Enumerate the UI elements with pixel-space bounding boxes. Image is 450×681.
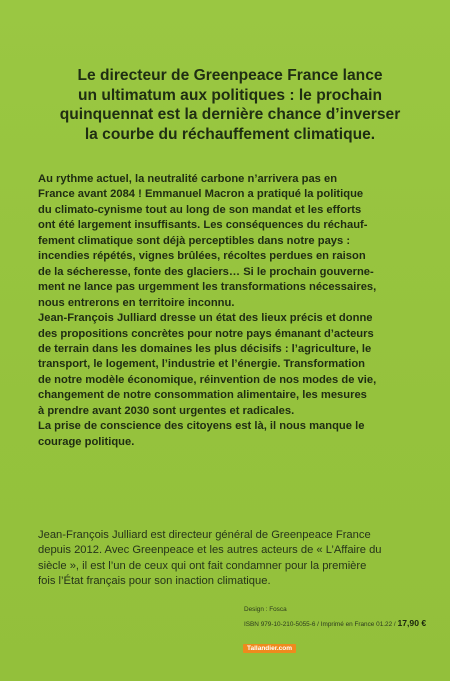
headline — [50, 66, 410, 144]
blurb-line: ment ne lance pas urgemment les transformations nécessaires, — [38, 281, 377, 294]
blurb-line: de la sécheresse, fonte des glaciers… Si le prochain gouverne- — [38, 265, 374, 278]
blurb-line: transport, le logement, l’industrie et l’énergie. Transformation — [38, 358, 365, 371]
blurb-line: des propositions concrètes pour notre pays émanant d’acteurs — [38, 327, 374, 340]
blurb-text — [38, 172, 413, 450]
blurb-line: Jean-François Julliard dresse un état des lieux précis et donne — [38, 312, 373, 325]
blurb-line: ont été largement insuffisants. Les conséquences du réchauf- — [38, 219, 368, 232]
headline-line: la courbe du réchauffement climatique. — [84, 125, 376, 143]
blurb-line: incendies répétés, vignes brûlées, récoltes perdues en raison — [38, 250, 366, 263]
isbn-line — [244, 618, 426, 628]
blurb-line: changement de notre consommation alimentaire, les mesures — [38, 389, 367, 402]
author-bio-line: siècle », il est l’un de ceux qui ont fait condamner pour la première — [38, 559, 367, 572]
author-bio-line: depuis 2012. Avec Greenpeace et les autres acteurs de « L’Affaire du — [38, 544, 382, 557]
isbn-text: ISBN 979-10-210-5055-6 / Imprimé en France 01.22 / — [244, 621, 396, 628]
blurb-line: nous entrerons en territoire inconnu. — [38, 296, 235, 309]
blurb-line: de notre modèle économique, réinvention de nos modes de vie, — [38, 373, 377, 386]
design-credit: Design : Fosca — [244, 606, 287, 613]
headline-line: quinquennat est la dernière chance d’inverser — [59, 106, 401, 124]
price: 17,90 € — [397, 618, 427, 628]
blurb-line: La prise de conscience des citoyens est là, il nous manque le — [38, 420, 365, 433]
blurb-line: Au rythme actuel, la neutralité carbone n’arrivera pas en — [38, 173, 338, 185]
blurb-line: fement climatique sont déjà perceptibles dans notre pays : — [38, 234, 351, 247]
blurb-line: courage politique. — [38, 435, 135, 448]
author-bio-line: fois l’État français pour son inaction climatique. — [38, 575, 271, 588]
headline-line: un ultimatum aux politiques : le prochain — [77, 86, 383, 104]
blurb-line: du climato-cynisme tout au long de son mandat et les efforts — [38, 203, 362, 216]
headline-line: Le directeur de Greenpeace France lance — [77, 67, 383, 84]
blurb-line: à prendre avant 2030 sont urgentes et radicales. — [38, 404, 295, 417]
blurb-line: France avant 2084 ! Emmanuel Macron a pratiqué la politique — [38, 188, 364, 201]
publisher-link[interactable]: Tallandier.com — [243, 644, 296, 653]
author-bio-line: Jean-François Julliard est directeur général de Greenpeace France — [38, 529, 371, 541]
author-bio — [38, 528, 413, 590]
blurb-line: de terrain dans les domaines les plus décisifs : l’agriculture, le — [38, 342, 372, 355]
